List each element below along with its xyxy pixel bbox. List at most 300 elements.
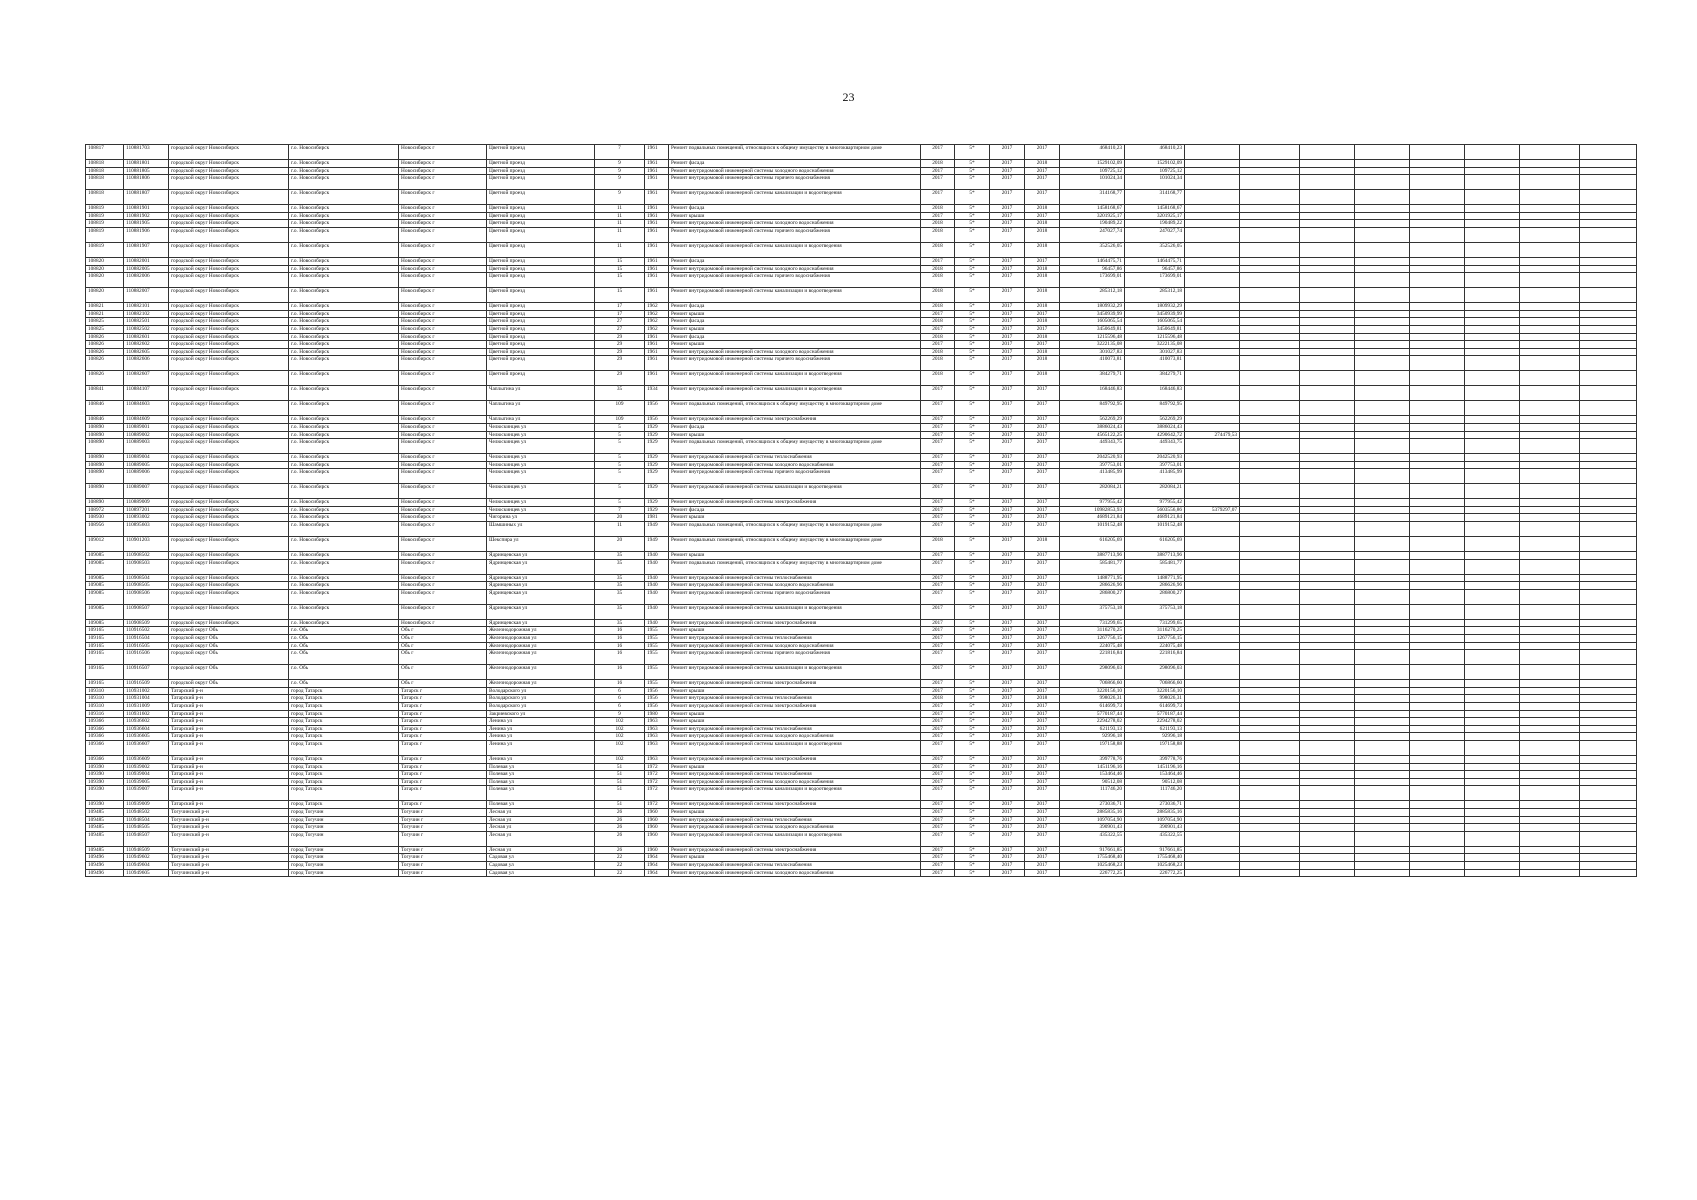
table-cell [1410,763,1465,771]
table-cell [1580,273,1637,288]
table-cell [1465,356,1520,371]
table-cell [1240,423,1300,431]
table-cell: городской округ Новосибирск [169,257,289,265]
table-cell [1185,190,1240,205]
table-cell [1465,740,1520,755]
table-cell [1465,824,1520,832]
table-cell: 109366 [86,733,124,741]
table-cell: 1267756,15 [1125,635,1185,643]
table-cell: Татарский р-н [169,695,289,703]
table-row [86,574,1637,582]
table-cell: 35 [595,552,645,560]
table-cell [1185,589,1240,604]
table-cell: Тогучинский р-н [169,869,289,877]
table-row [86,454,1637,462]
table-cell: 2018 [1025,537,1060,552]
table-cell [1580,341,1637,349]
table-cell: 1929 [645,454,669,462]
table-cell [1580,506,1637,514]
table-cell: г.о. Новосибирск [289,522,399,537]
table-cell [1355,325,1410,333]
table-cell: 109366 [86,725,124,733]
table-cell: Ядринцевская ул [487,552,595,560]
table-cell [1410,167,1465,175]
table-cell: 108821 [86,310,124,318]
table-cell [1185,763,1240,771]
table-cell [1300,145,1355,160]
table-cell: 2018 [921,205,955,213]
table-cell: 110881806 [124,175,169,190]
table-cell [1355,740,1410,755]
table-cell: Татарский р-н [169,703,289,711]
table-cell: 3201925,17 [1060,212,1125,220]
table-cell: Татарский р-н [169,786,289,801]
table-cell: 110882607 [124,371,169,386]
table-cell: 2017 [1025,710,1060,718]
table-cell: 2017 [1025,808,1060,816]
table-cell: 2017 [990,703,1025,711]
table-cell [1520,401,1580,416]
table-cell: 108890 [86,461,124,469]
table-cell: 35 [595,589,645,604]
table-cell: 110916502 [124,627,169,635]
table-cell: 5* [955,242,990,257]
table-cell [1520,461,1580,469]
table-cell [1240,755,1300,763]
table-cell: 110884107 [124,386,169,401]
table-cell [1185,167,1240,175]
table-cell: 2017 [1025,703,1060,711]
table-cell: городской округ Новосибирск [169,303,289,311]
table-cell [1355,650,1410,665]
table-cell [1300,763,1355,771]
table-cell: 2017 [1025,665,1060,680]
table-cell: 2017 [1025,778,1060,786]
table-cell: 5* [955,303,990,311]
table-cell: Обь г [399,680,487,688]
table-cell: 849792,95 [1060,401,1125,416]
table-cell: 35 [595,619,645,627]
table-cell: 2017 [921,763,955,771]
table-cell [1410,325,1465,333]
table-cell: Ремонт внутридомовой инженерной системы канализации и водоотведения [669,242,921,257]
table-cell: 585481,77 [1125,559,1185,574]
table-cell [1410,537,1465,552]
table-cell [1240,801,1300,809]
table-cell: 102 [595,740,645,755]
table-cell: 29 [595,356,645,371]
table-cell: Ремонт внутридомовой инженерной системы горячего водоснабжения [669,175,921,190]
table-cell [1355,574,1410,582]
table-cell [1465,145,1520,160]
table-cell [1185,801,1240,809]
table-cell: 5* [955,718,990,726]
table-cell [1300,348,1355,356]
table-cell: 5* [955,220,990,228]
table-cell: городской округ Новосибирск [169,341,289,349]
table-cell: 2017 [921,167,955,175]
table-cell [1580,356,1637,371]
table-cell: 2017 [1025,650,1060,665]
table-cell [1520,325,1580,333]
table-cell [1520,242,1580,257]
table-cell: 2017 [1025,574,1060,582]
table-cell [1580,242,1637,257]
table-cell [1580,604,1637,619]
table-cell [1185,574,1240,582]
table-cell: 3220156,10 [1060,687,1125,695]
table-row [86,341,1637,349]
table-cell [1240,265,1300,273]
table-cell: Ремонт крыши [669,310,921,318]
table-row [86,401,1637,416]
table-cell: 108930 [86,514,124,522]
table-cell: 1529102,09 [1060,160,1125,168]
table-cell: 110908507 [124,604,169,619]
table-cell [1240,619,1300,627]
table-cell: 2017 [921,559,955,574]
table-cell: 5* [955,431,990,439]
table-cell: 5770187,44 [1125,710,1185,718]
table-cell: городской округ Новосибирск [169,431,289,439]
table-cell: 2017 [990,642,1025,650]
table-cell: 998026,31 [1125,695,1185,703]
table-cell: 2018 [921,537,955,552]
table-cell: г.о. Обь [289,650,399,665]
table-cell: 16 [595,635,645,643]
table-cell: 998026,31 [1060,695,1125,703]
table-cell: 314168,77 [1060,190,1125,205]
table-cell [1410,401,1465,416]
table-cell: Тогучин г [399,861,487,869]
table-cell [1355,695,1410,703]
table-cell: 2017 [990,733,1025,741]
table-cell [1410,869,1465,877]
table-cell [1520,574,1580,582]
table-cell: 153464,46 [1125,771,1185,779]
table-cell: Ремонт фасада [669,303,921,311]
table-cell [1185,786,1240,801]
table-cell [1355,484,1410,499]
table-cell: Полевая ул [487,801,595,809]
table-cell: 2017 [990,145,1025,160]
table-cell: 108890 [86,454,124,462]
table-cell: Новосибирск г [399,604,487,619]
table-cell: Новосибирск г [399,205,487,213]
table-cell [1465,341,1520,349]
table-cell: 2017 [990,454,1025,462]
table-cell: 413485,99 [1060,469,1125,484]
table-cell [1520,642,1580,650]
table-cell [1240,703,1300,711]
table-row [86,604,1637,619]
table-cell: 5* [955,265,990,273]
table-cell: 15 [595,265,645,273]
table-cell: 2017 [990,619,1025,627]
table-cell [1410,499,1465,507]
table-cell: 2017 [1025,831,1060,846]
table-cell [1580,831,1637,846]
table-cell: 5* [955,778,990,786]
table-cell: 2017 [921,846,955,854]
table-cell [1355,778,1410,786]
table-cell: 1961 [645,145,669,160]
table-cell: Чигорина ул [487,514,595,522]
table-cell: Лесная ул [487,831,595,846]
table-cell: 11 [595,212,645,220]
table-cell: Новосибирск г [399,160,487,168]
table-cell: 585481,77 [1060,559,1125,574]
table-cell: г.о. Новосибирск [289,288,399,303]
table-row [86,846,1637,854]
table-cell [1300,333,1355,341]
table-cell: 2018 [1025,265,1060,273]
table-cell: город Тогучин [289,854,399,862]
table-cell: 110908504 [124,574,169,582]
table-cell: 273036,71 [1060,801,1125,809]
repair-schedule-table [85,144,1637,877]
table-cell [1580,386,1637,401]
table-cell [1355,642,1410,650]
table-cell: 2017 [921,740,955,755]
table-cell: 2017 [921,431,955,439]
table-cell: Чаплыгина ул [487,416,595,424]
table-cell: 110936605 [124,733,169,741]
table-cell [1580,786,1637,801]
table-cell: Новосибирск г [399,484,487,499]
table-cell: 108821 [86,303,124,311]
table-cell: 1929 [645,469,669,484]
table-cell: городской округ Новосибирск [169,242,289,257]
table-cell: Ремонт внутридомовой инженерной системы электроснабжения [669,846,921,854]
table-cell: 108819 [86,242,124,257]
table-cell: 2017 [1025,506,1060,514]
table-cell: 5770187,44 [1060,710,1125,718]
table-cell: Лесная ул [487,846,595,854]
table-cell [1240,499,1300,507]
table-cell: Володарского ул [487,695,595,703]
table-cell [1240,167,1300,175]
table-cell: 1956 [645,687,669,695]
table-cell [1240,582,1300,590]
table-cell: 51 [595,778,645,786]
table-cell: Цветной проезд [487,288,595,303]
table-cell: Челюскинцев ул [487,469,595,484]
table-cell [1520,303,1580,311]
table-cell: 1097054,90 [1125,816,1185,824]
table-cell: 221816,84 [1125,650,1185,665]
table-cell [1465,506,1520,514]
table-cell: Железнодорожная ул [487,635,595,643]
table-cell: 2017 [1025,687,1060,695]
table-cell: Новосибирск г [399,288,487,303]
table-cell: 5* [955,552,990,560]
table-cell: Новосибирск г [399,439,487,454]
table-cell: город Тогучин [289,824,399,832]
table-cell: 2017 [921,325,955,333]
table-cell: 2017 [921,771,955,779]
table-cell [1240,341,1300,349]
table-cell: 2885835,16 [1060,808,1125,816]
table-cell [1300,160,1355,168]
table-cell [1240,371,1300,386]
table-cell [1410,552,1465,560]
table-cell: 286626,96 [1125,582,1185,590]
table-cell: 16 [595,680,645,688]
table-cell [1185,733,1240,741]
table-cell: 101024,34 [1060,175,1125,190]
table-row [86,740,1637,755]
table-row [86,801,1637,809]
table-cell [1240,824,1300,832]
table-cell [1185,318,1240,326]
table-cell: 1929 [645,484,669,499]
table-cell: 5 [595,431,645,439]
table-row [86,816,1637,824]
table-cell: г.о. Новосибирск [289,469,399,484]
table-cell [1355,552,1410,560]
table-cell: 1025468,23 [1060,861,1125,869]
table-cell: Ремонт крыши [669,763,921,771]
table-cell: Ядринцевская ул [487,574,595,582]
table-cell: 273036,71 [1125,801,1185,809]
table-cell: г.о. Новосибирск [289,341,399,349]
table-cell [1410,303,1465,311]
table-cell [1300,846,1355,854]
table-cell: Ленина ул [487,740,595,755]
table-cell: г.о. Новосибирск [289,582,399,590]
table-cell: 35 [595,386,645,401]
table-cell [1410,589,1465,604]
table-cell: 2017 [990,212,1025,220]
table-cell [1300,461,1355,469]
table-cell [1465,348,1520,356]
table-cell: Ремонт крыши [669,854,921,862]
table-cell [1580,499,1637,507]
table-cell: 9 [595,190,645,205]
table-cell [1465,589,1520,604]
table-cell: 110908502 [124,552,169,560]
table-cell: 29 [595,348,645,356]
table-cell: г.о. Новосибирск [289,333,399,341]
table-cell: 109390 [86,778,124,786]
table-cell [1240,869,1300,877]
table-cell: 5* [955,642,990,650]
table-cell: Ремонт крыши [669,325,921,333]
table-cell [1520,273,1580,288]
table-cell [1580,846,1637,854]
table-cell: 1940 [645,604,669,619]
table-cell [1355,559,1410,574]
table-cell [1355,242,1410,257]
table-row [86,733,1637,741]
table-cell: 849792,95 [1125,401,1185,416]
table-cell: 2017 [921,145,955,160]
table-cell: 5* [955,755,990,763]
table-cell: 1929 [645,506,669,514]
table-cell: 108846 [86,416,124,424]
table-cell: 2018 [1025,318,1060,326]
table-cell: Ремонт крыши [669,431,921,439]
table-cell [1355,514,1410,522]
table-cell [1410,160,1465,168]
table-cell: 2017 [1025,439,1060,454]
table-cell: 224075,48 [1060,642,1125,650]
table-cell: 11 [595,205,645,213]
table-cell: Цветной проезд [487,303,595,311]
table-cell: Новосибирск г [399,220,487,228]
table-cell: 5* [955,386,990,401]
table-cell: 2017 [1025,627,1060,635]
table-cell: 6 [595,703,645,711]
table-cell [1185,755,1240,763]
table-cell: 110948504 [124,816,169,824]
table-cell: 5* [955,514,990,522]
table-cell [1240,687,1300,695]
table-cell: 2017 [990,604,1025,619]
table-cell: 2017 [921,650,955,665]
table-cell: 375753,18 [1060,604,1125,619]
table-cell: 109310 [86,703,124,711]
table-cell: Ремонт крыши [669,552,921,560]
table-cell [1410,190,1465,205]
table-cell [1240,604,1300,619]
table-cell: городской округ Новосибирск [169,619,289,627]
table-cell [1410,703,1465,711]
table-cell [1465,325,1520,333]
table-cell: 5* [955,650,990,665]
table-cell: 413485,99 [1125,469,1185,484]
table-cell: 110882005 [124,265,169,273]
table-cell: 109165 [86,627,124,635]
table-cell: 5* [955,160,990,168]
table-cell [1465,703,1520,711]
table-cell: 7 [595,145,645,160]
table-cell: 4565122,25 [1060,431,1125,439]
table-row [86,831,1637,846]
table-cell: 110916506 [124,650,169,665]
table-cell: Новосибирск г [399,341,487,349]
table-cell: г.о. Обь [289,635,399,643]
table-cell: городской округ Новосибирск [169,348,289,356]
table-cell: 1964 [645,861,669,869]
table-cell [1240,506,1300,514]
table-cell: Ремонт внутридомовой инженерной системы теплоснабжения [669,816,921,824]
table-cell [1355,318,1410,326]
table-cell [1580,348,1637,356]
table-cell: 2017 [921,574,955,582]
table-cell: 2017 [1025,801,1060,809]
table-cell [1520,778,1580,786]
table-cell: Цветной проезд [487,160,595,168]
table-cell [1185,348,1240,356]
table-cell [1520,589,1580,604]
table-cell [1580,710,1637,718]
table-cell: 110881805 [124,167,169,175]
table-cell [1185,145,1240,160]
table-cell [1465,582,1520,590]
table-cell: 110931004 [124,695,169,703]
table-cell: 390901,43 [1060,824,1125,832]
table-cell: 15 [595,288,645,303]
table-cell: 5* [955,522,990,537]
table-cell [1185,439,1240,454]
table-cell: Челюскинцев ул [487,484,595,499]
table-cell: Татарский р-н [169,687,289,695]
table-cell: 5* [955,627,990,635]
table-cell: г.о. Новосибирск [289,348,399,356]
table-cell: 108972 [86,506,124,514]
